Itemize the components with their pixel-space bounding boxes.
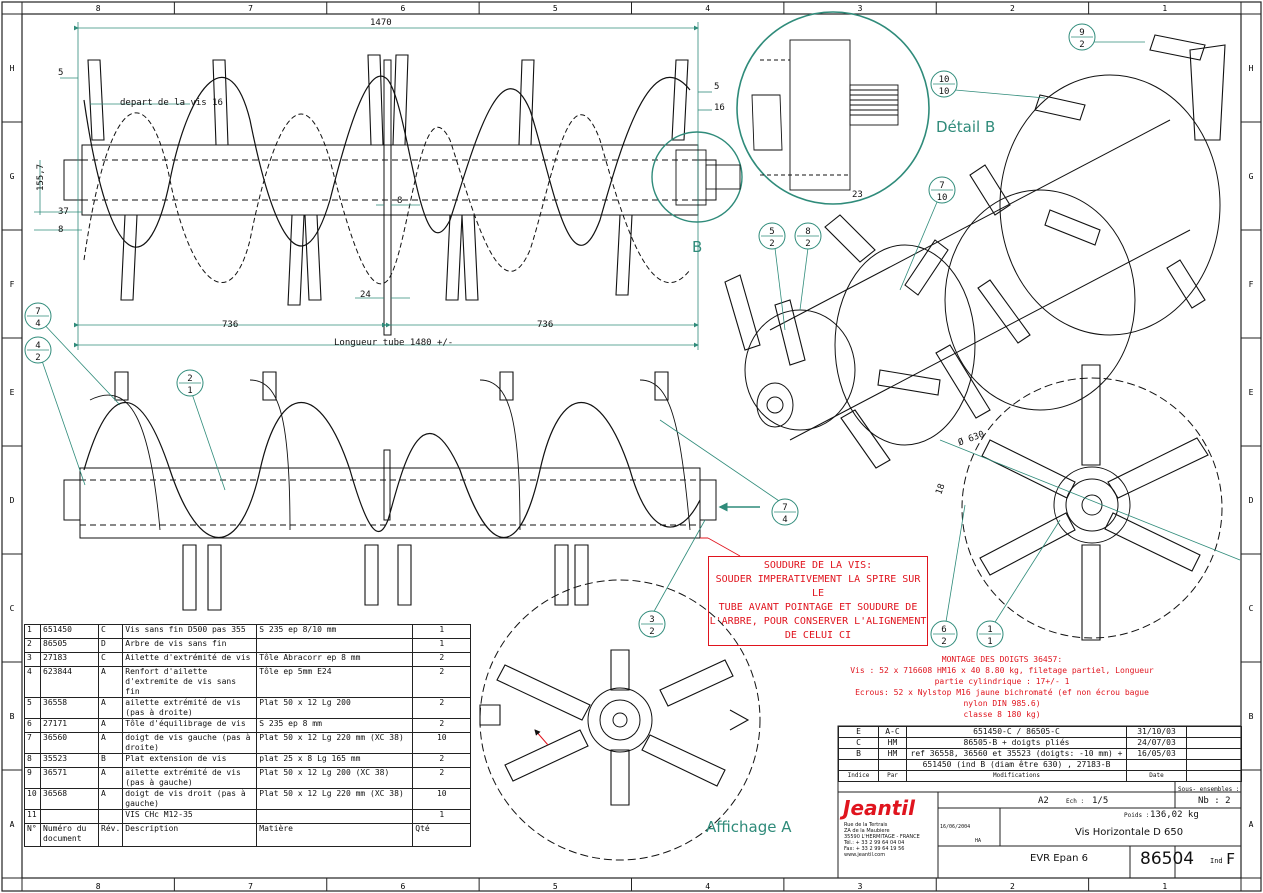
bom-header-row [25,824,471,847]
dim-depart: depart de la vis 16 [120,98,223,108]
bom-cell: doigt de vis droit (pas à gauche) [123,789,257,810]
bom-row [25,653,471,667]
revision-cell: ref 36558, 36560 et 35523 (doigts: -10 mm) + [907,749,1127,760]
dim-23: 23 [852,190,863,200]
company-address: Rue de la Tertrais ZA de la Maubiere 35590 L'HERMITAGE - FRANCE Tél.: + 33 2 99 64 04 04 Fax: + 33 2 99 64 19 56 www.jeantil.com [844,822,920,858]
bom-header-cell: Description [123,824,257,847]
svg-text:4: 4 [35,341,41,351]
bom-cell: 36571 [41,768,99,789]
dim-right-half: 736 [537,320,554,330]
grid-row-left-G: G [9,172,15,181]
revision-cell: E [839,727,879,738]
weld-note: SOUDURE DE LA VIS: SOUDER IMPERATIVEMENT LA SPIRE SUR LE TUBE AVANT POINTAGE ET SOUDURE DE L'ARBRE, POUR CONSERVER L'ALIGNEMENT DE CELUI CI [708,556,928,646]
bom-row [25,719,471,733]
dim-5b: 5 [714,82,720,92]
grid-col-top-3: 3 [857,4,863,13]
bom-row [25,754,471,768]
bom-cell: 1 [413,639,471,653]
grid-col-bottom-7: 7 [248,882,253,891]
bom-cell: 3 [25,653,41,667]
svg-text:7: 7 [939,181,945,191]
grid-row-left-E: E [9,388,15,397]
revision-cell: 651450 (ind B (diam être 630) , 27183-B [907,760,1127,771]
index-value: F [1226,850,1236,868]
bom-row [25,667,471,698]
bom-cell: C [99,653,123,667]
grid-col-top-5: 5 [552,4,558,13]
bom-cell: Plat 50 x 12 Lg 200 [257,698,413,719]
isometric-view [725,35,1225,468]
svg-text:2: 2 [805,239,811,249]
revision-header-row [839,771,1242,782]
bom-cell: S 235 ep 8 mm [257,719,413,733]
svg-text:6: 6 [941,625,947,635]
bom-row [25,810,471,824]
item-balloons [25,24,1095,647]
dim-5a: 5 [58,68,64,78]
weight-label: Poids : [1124,812,1150,819]
grid-col-top-1: 1 [1162,4,1168,13]
revision-cell: A-C [879,727,907,738]
bom-cell: 10 [413,789,471,810]
revision-cell [839,760,879,771]
bom-cell: 27171 [41,719,99,733]
bom-cell: 4 [25,667,41,698]
dim-phi630: Ø 630 [956,429,986,449]
grid-row-right-B: B [1248,712,1254,721]
bom-cell: VIS CHc M12-35 [123,810,257,824]
bom-cell: A [99,667,123,698]
bom-cell: 2 [413,698,471,719]
front-view [64,372,716,610]
svg-text:8: 8 [805,227,811,237]
bom-cell: A [99,733,123,754]
bom-cell: ailette extrémité de vis (pas à gauche) [123,768,257,789]
revision-header-cell: Par [879,771,907,782]
balloon-9-2 [1069,24,1095,50]
grid-col-bottom-2: 2 [1010,882,1015,891]
assembly-note: MONTAGE DES DOIGTS 36457: Vis : 52 x 716608 HM16 x 40 8.80 kg, filetage partiel, Longueur partie cylindrique : 17+/- 1 Ecrous: 52 x Nylstop M16 jaune bichromaté (ef non écrou bague nylon DIN 985.6) classe 8 180 kg) [850,655,1154,719]
bom-cell: B [99,754,123,768]
bom-cell: S 235 ep 8/10 mm [257,625,413,639]
revision-header-cell: Modifications [907,771,1127,782]
bom-cell: Plat 50 x 12 Lg 200 (XC 38) [257,768,413,789]
sheet-format: A2 [1038,796,1049,806]
drawing-title: Vis Horizontale D 650 [1075,827,1184,838]
bom-cell: 5 [25,698,41,719]
grid-col-top-8: 8 [95,4,101,13]
svg-text:7: 7 [782,503,788,513]
grid-col-bottom-4: 4 [705,882,711,891]
revision-cell [879,760,907,771]
bom-cell: 10 [25,789,41,810]
grid-row-left-C: C [9,604,15,613]
svg-text:1: 1 [187,386,193,396]
bom-cell [257,810,413,824]
grid-row-right-F: F [1248,280,1254,289]
dim-155-7: 155,7 [36,163,47,192]
bom-row [25,789,471,810]
bom-cell: A [99,719,123,733]
dim-8: 8 [58,225,64,235]
bom-cell: 2 [413,768,471,789]
bom-cell: 1 [413,810,471,824]
svg-text:1: 1 [987,625,993,635]
svg-text:1: 1 [987,637,993,647]
grid-col-bottom-1: 1 [1162,882,1168,891]
balloon-2-1 [177,370,203,396]
grid-row-left-B: B [9,712,15,721]
bom-row [25,639,471,653]
grid-col-bottom-5: 5 [552,882,558,891]
revision-cell: 24/07/03 [1127,738,1187,749]
bom-cell: 651450 [41,625,99,639]
balloon-7-4 [772,499,798,525]
bom-cell: 6 [25,719,41,733]
bom-row [25,733,471,754]
bom-cell [41,810,99,824]
svg-text:10: 10 [938,75,950,85]
bom-header-cell: N° [25,824,41,847]
svg-text:2: 2 [1079,40,1085,50]
bom-cell [257,639,413,653]
bom-cell: Tôle Abracorr ep 8 mm [257,653,413,667]
svg-text:2: 2 [187,374,193,384]
balloon-7-10 [929,177,955,203]
bom-cell: 7 [25,733,41,754]
revision-header-cell: Date [1127,771,1187,782]
grid-row-right-D: D [1248,496,1254,505]
bom-cell: 11 [25,810,41,824]
bom-cell: 10 [413,733,471,754]
bom-cell: 8 [25,754,41,768]
bom-cell: 2 [413,653,471,667]
svg-text:9: 9 [1079,28,1085,38]
bom-header-cell: Matière [257,824,413,847]
weight-value: 136,02 kg [1150,810,1199,820]
bom-row [25,698,471,719]
bom-cell: C [99,625,123,639]
dim-overall: 1470 [370,18,392,28]
grid-col-top-6: 6 [400,4,406,13]
bom-cell: 36558 [41,698,99,719]
balloon-10-10 [931,71,957,97]
bom-cell: Renfort d'ailette d'extremite de vis sans fin [123,667,257,698]
revision-header-cell: Indice [839,771,879,782]
grid-row-right-C: C [1248,604,1254,613]
document-number: 86504 [1140,849,1195,869]
detail-b-label: Détail B [936,118,996,136]
grid-col-top-2: 2 [1010,4,1015,13]
bom-cell: 2 [413,667,471,698]
balloon-7-4 [25,303,51,329]
grid-row-left-D: D [9,496,15,505]
grid-row-left-A: A [9,820,15,829]
grid-row-right-A: A [1248,820,1254,829]
balloon-1-1 [977,621,1003,647]
revision-table [838,726,1242,782]
dim-tube-length: Longueur tube 1480 +/- [334,338,454,348]
bom-cell: 2 [413,754,471,768]
svg-text:5: 5 [769,227,775,237]
bom-cell: A [99,789,123,810]
bom-cell: 1 [25,625,41,639]
b-marker-label: B [692,238,703,256]
revision-cell: HM [879,749,907,760]
balloon-6-2 [931,621,957,647]
grid-col-top-7: 7 [248,4,253,13]
drawn-date: 16/06/2004 [940,824,971,830]
bom-cell: Tôle ep 5mm E24 [257,667,413,698]
revision-cell: 86505-B + doigts pliés [907,738,1127,749]
bom-cell: Ailette d'extrémité de vis [123,653,257,667]
bom-cell: A [99,768,123,789]
grid-row-right-H: H [1248,64,1254,73]
bom-cell: 86505 [41,639,99,653]
balloon-5-2 [759,223,785,249]
bom-cell: Plat 50 x 12 Lg 220 mm (XC 38) [257,789,413,810]
dim-24: 24 [360,290,371,300]
revision-cell: 16/05/03 [1127,749,1187,760]
revision-cell: 31/10/03 [1127,727,1187,738]
revision-cell: 651450-C / 86505-C [907,727,1127,738]
bom-header-cell: Rév. [99,824,123,847]
bom-cell: D [99,639,123,653]
bom-cell: plat 25 x 8 Lg 165 mm [257,754,413,768]
bom-cell: 2 [25,639,41,653]
bom-cell: 9 [25,768,41,789]
index-label: Ind : [1210,857,1232,865]
revision-row [839,738,1242,749]
revision-cell: HM [879,738,907,749]
svg-text:4: 4 [782,515,788,525]
svg-text:2: 2 [769,239,775,249]
balloon-8-2 [795,223,821,249]
dim-8b: 8 [397,196,403,206]
revision-cell: C [839,738,879,749]
bom-cell: 27183 [41,653,99,667]
svg-text:10: 10 [938,87,950,97]
balloon-4-2 [25,337,51,363]
svg-text:7: 7 [35,307,41,317]
bom-cell: doigt de vis gauche (pas à droite) [123,733,257,754]
grid-col-top-4: 4 [705,4,711,13]
scale-value: 1/5 [1092,796,1109,806]
grid-col-bottom-8: 8 [95,882,101,891]
svg-text:2: 2 [35,353,41,363]
svg-text:2: 2 [941,637,947,647]
bom-cell: Tôle d'équilibrage de vis [123,719,257,733]
bom-cell: 36568 [41,789,99,810]
grid-row-left-H: H [9,64,15,73]
sous-ensembles-label: Sous- ensembles : [1178,786,1240,793]
bom-row [25,625,471,639]
jeantil-logo: Jeantil [843,796,916,820]
revision-row [839,760,1242,771]
bom-cell: ailette extrémité de vis (pas à droite) [123,698,257,719]
bill-of-materials [24,624,471,847]
drawing-subtitle: EVR Epan 6 [1030,853,1088,864]
bom-cell: 35523 [41,754,99,768]
bom-cell: 623844 [41,667,99,698]
dim-37: 37 [58,207,69,217]
bom-header-cell: Qté [413,824,471,847]
bom-row [25,768,471,789]
bom-cell: Vis sans fin D500 pas 355 [123,625,257,639]
revision-row [839,727,1242,738]
affichage-a-label: Affichage A [706,818,792,836]
revision-cell: B [839,749,879,760]
revision-cell [1127,760,1187,771]
bom-cell: Plat 50 x 12 Lg 220 mm (XC 38) [257,733,413,754]
dim-left-half: 736 [222,320,239,330]
bom-cell: Plat extension de vis [123,754,257,768]
svg-text:4: 4 [35,319,41,329]
grid-row-right-E: E [1248,388,1254,397]
bom-cell: 1 [413,625,471,639]
bom-cell: A [99,698,123,719]
bom-cell: 2 [413,719,471,733]
grid-row-right-G: G [1248,172,1254,181]
dim-18: 18 [934,482,948,497]
bom-header-cell: Numéro du document [41,824,99,847]
svg-text:10: 10 [936,193,948,203]
svg-text:3: 3 [649,615,655,625]
balloon-3-2 [639,611,665,637]
bom-cell: Arbre de vis sans fin [123,639,257,653]
bom-cell: 36560 [41,733,99,754]
svg-text:2: 2 [649,627,655,637]
revision-row [839,749,1242,760]
bom-cell [99,810,123,824]
end-view [940,365,1240,640]
scale-label: Ech : [1066,798,1085,805]
grid-col-bottom-6: 6 [400,882,406,891]
grid-row-left-F: F [9,280,15,289]
quantity-label: Nb : 2 [1198,796,1231,806]
dim-16: 16 [714,103,725,113]
grid-col-bottom-3: 3 [857,882,863,891]
top-view [64,55,716,335]
checked-by: HA [975,838,982,844]
